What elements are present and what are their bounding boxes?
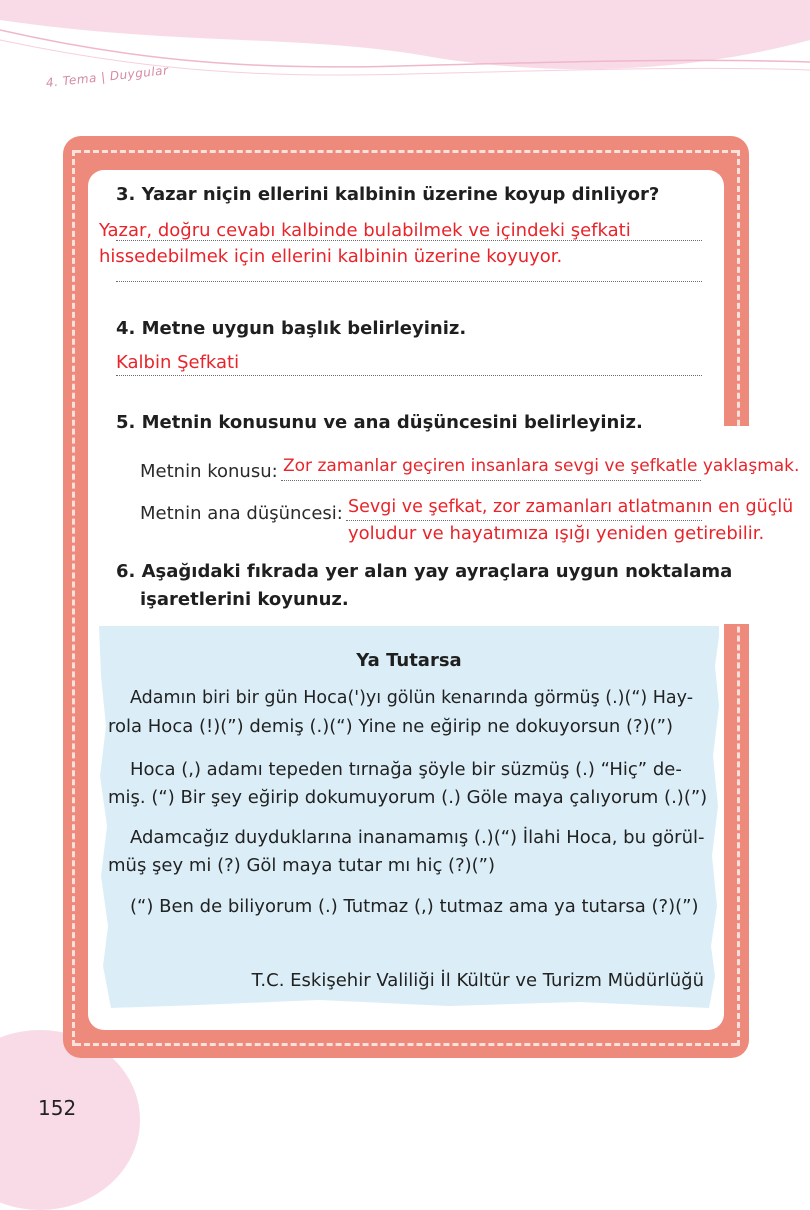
topic-answer: Zor zamanlar geçiren insanlara sevgi ve şefkatle yaklaşmak. — [283, 456, 800, 476]
main-idea-answer-line1: Sevgi ve şefkat, zor zamanları atlatmanın en güçlü — [348, 497, 794, 517]
top-wave-decoration — [0, 0, 810, 110]
frame-dash-top — [75, 150, 737, 153]
answer-line — [346, 520, 702, 521]
frame-dash-bottom — [75, 1043, 737, 1046]
main-idea-label: Metnin ana düşüncesi: — [140, 503, 343, 524]
answer-line — [116, 281, 702, 282]
story-line-1: Adamın biri bir gün Hoca(')yı gölün kenarında görmüş (.)(“) Hay- — [130, 688, 694, 708]
question-6-line1: 6. Aşağıdaki fıkrada yer alan yay ayraçlara uygun noktalama — [116, 561, 733, 582]
frame-dash-left — [72, 150, 75, 1046]
story-line-4: miş. (“) Bir şey eğirip dokumuyorum (.) Göle maya çalıyorum (.)(”) — [108, 787, 708, 808]
q4-answer: Kalbin Şefkati — [116, 352, 240, 373]
answer-line — [281, 480, 701, 481]
story-line-5: Adamcağız duyduklarına inanamamış (.)(“) İlahi Hoca, bu görül- — [130, 827, 705, 848]
story-line-6: müş şey mi (?) Göl maya tutar mı hiç (?)(”) — [108, 855, 496, 876]
question-6-line2: işaretlerini koyunuz. — [140, 589, 349, 610]
answer-line — [116, 375, 702, 376]
main-idea-answer-line2: yoludur ve hayatımıza ışığı yeniden getirebilir. — [348, 523, 765, 544]
story-title: Ya Tutarsa — [356, 650, 462, 671]
story-line-3: Hoca (,) adamı tepeden tırnağa şöyle bir süzmüş (.) “Hiç” de- — [130, 759, 682, 780]
story-paper — [99, 626, 719, 1008]
question-3: 3. Yazar niçin ellerini kalbinin üzerine koyup dinliyor? — [116, 184, 660, 205]
story-source: T.C. Eskişehir Valiliği İl Kültür ve Turizm Müdürlüğü — [251, 970, 704, 991]
theme-label: 4. Tema | Duygular — [45, 63, 170, 90]
story-line-7: (“) Ben de biliyorum (.) Tutmaz (,) tutmaz ama ya tutarsa (?)(”) — [130, 896, 699, 917]
page-number: 152 — [38, 1096, 77, 1120]
topic-label: Metnin konusu: — [140, 461, 278, 482]
q3-answer-line2: hissedebilmek için ellerini kalbinin üzerine koyuyor. — [99, 246, 563, 267]
question-5: 5. Metnin konusunu ve ana düşüncesini belirleyiniz. — [116, 412, 643, 433]
story-line-2: rola Hoca (!)(”) demiş (.)(“) Yine ne eğirip ne dokuyorsun (?)(”) — [108, 716, 673, 737]
q3-answer-line1: Yazar, doğru cevabı kalbinde bulabilmek ve içindeki şefkati — [99, 220, 631, 241]
question-4: 4. Metne uygun başlık belirleyiniz. — [116, 318, 467, 339]
